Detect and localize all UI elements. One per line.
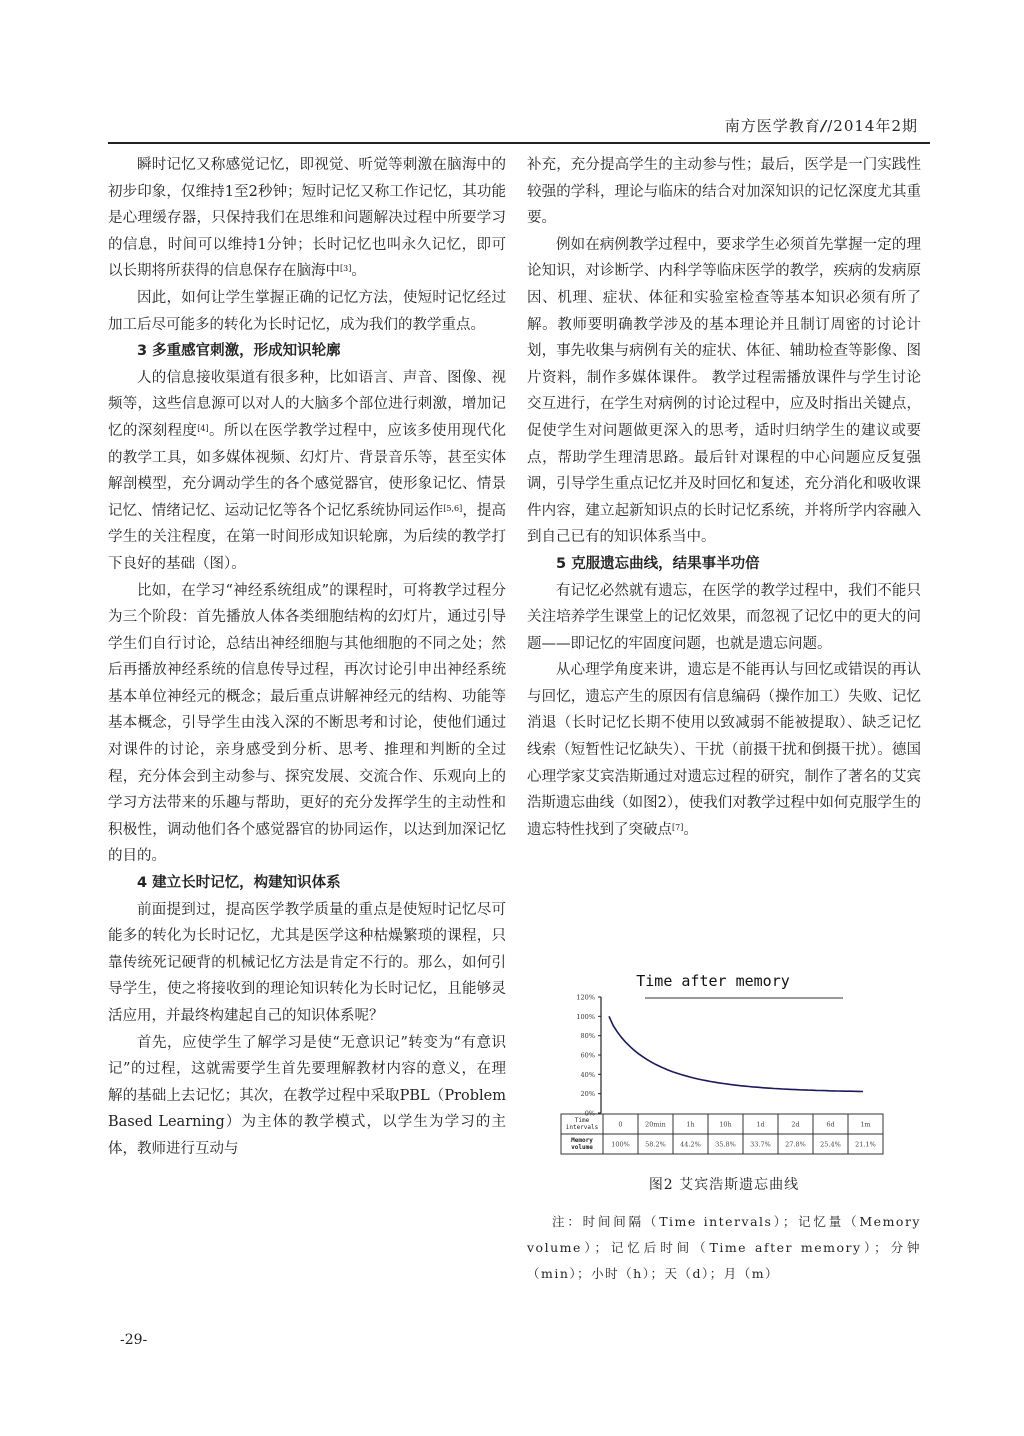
forgetting-curve-figure xyxy=(553,962,885,1158)
time-interval-cell: 0 xyxy=(618,1120,623,1129)
memory-volume-cell: 44.2% xyxy=(680,1140,701,1149)
paragraph: 从心理学角度来讲，遗忘是不能再认与回忆或错误的再认与回忆，遗忘产生的原因有信息编码（操作加工）失败、记忆消退（长时记忆长期不使用以致减弱不能被提取）、缺乏记忆线索（短暂性记忆缺失）、干扰（前摄干扰和倒摄干扰）。德国心理学家艾宾浩斯通过对遗忘过程的研究，制作了著名的艾宾浩斯遗忘曲线（如图2），使我们对教学过程中如何克服学生的遗忘特性找到了突破点[7]。 xyxy=(527,662,921,838)
y-tick-label: 100% xyxy=(576,1012,595,1021)
y-tick-label: 40% xyxy=(580,1070,595,1079)
y-tick-label: 0% xyxy=(584,1109,595,1118)
citation: [4] xyxy=(197,423,209,433)
journal-name: 南方医学教育 xyxy=(724,117,821,135)
section-heading-3: 3 多重感官刺激，形成知识轮廓 xyxy=(137,343,341,360)
table-row-header: volume xyxy=(571,1144,593,1151)
left-column xyxy=(108,152,506,1163)
paragraph: 首先，应使学生了解学习是使“无意识记”转变为“有意识记”的过程，这就需要学生首先要理解教材内容的意义，在理解的基础上去记忆；其次，在教学过程中采取PBL（Problem Based Learning）为主体的教学模式，以学生为学习的主体，教师进行互动与 xyxy=(108,1034,506,1157)
citation: [7] xyxy=(672,822,684,832)
y-tick-label: 60% xyxy=(580,1051,595,1060)
y-tick-label: 120% xyxy=(576,993,595,1002)
section-heading-4: 4 建立长时记忆，构建知识体系 xyxy=(137,875,341,892)
table-row-header: Time xyxy=(574,1117,590,1124)
figure-note: 注：时间间隔（Time intervals）；记忆量（Memory volume）；记忆后时间（Time after memory）；分钟（min）；小时（h）；天（d）；月（m） xyxy=(527,1214,921,1281)
paragraph: 补充，充分提高学生的主动参与性；最后，医学是一门实践性较强的学科，理论与临床的结合对加深知识的记忆深度尤其重要。 xyxy=(527,157,921,227)
time-interval-cell: 2d xyxy=(791,1120,800,1129)
figure-caption: 图2 艾宾浩斯遗忘曲线 xyxy=(648,1177,800,1193)
page-number: -29- xyxy=(120,1332,148,1348)
paragraph: 瞬时记忆又称感觉记忆，即视觉、听觉等刺激在脑海中的初步印象，仅维持1至2秒钟；短时记忆又称工作记忆，其功能是心理缓存器，只保持我们在思维和问题解决过程中所要学习的信息，时间可以维持1分钟；长时记忆也叫永久记忆，即可以长期将所获得的信息保存在脑海中[3]。 xyxy=(108,157,506,280)
memory-volume-cell: 25.4% xyxy=(820,1140,841,1149)
paragraph: 前面提到过，提高医学教学质量的重点是使短时记忆尽可能多的转化为长时记忆，尤其是医学这种枯燥繁琐的课程，只靠传统死记硬背的机械记忆方法是肯定不行的。那么，如何引导学生，使之将接收到的理论知识转化为长时记忆，且能够灵活应用，并最终构建起自己的知识体系呢？ xyxy=(108,901,506,1024)
time-interval-cell: 1h xyxy=(686,1120,695,1129)
paragraph: 有记忆必然就有遗忘，在医学的教学过程中，我们不能只关注培养学生课堂上的记忆效果，而忽视了记忆中的更大的问题——即记忆的牢固度问题，也就是遗忘问题。 xyxy=(527,582,921,652)
paragraph: 比如，在学习“神经系统组成”的课程时，可将教学过程分为三个阶段：首先播放人体各类细胞结构的幻灯片，通过引导学生们自行讨论，总结出神经细胞与其他细胞的不同之处；然后再播放神经系统的信息传导过程，再次讨论引申出神经系统基本单位神经元的概念；最后重点讲解神经元的结构、功能等基本概念，引导学生由浅入深的不断思考和讨论，使他们通过对课件的讨论，亲身感受到分析、思考、推理和判断的全过程，充分体会到主动参与、探究发展、交流合作、乐观向上的学习方法带来的乐趣与帮助，更好的充分发挥学生的主动性和积极性，调动他们各个感觉器官的协同运作，以达到加深记忆的目的。 xyxy=(108,582,506,865)
memory-volume-cell: 58.2% xyxy=(645,1140,666,1149)
time-interval-cell: 6d xyxy=(826,1120,835,1129)
memory-volume-cell: 100% xyxy=(611,1140,630,1149)
time-interval-cell: 10h xyxy=(719,1120,732,1129)
journal-issue: /2014年2期 xyxy=(827,117,918,135)
chart-title: Time after memory xyxy=(636,972,790,990)
memory-volume-cell: 33.7% xyxy=(750,1140,771,1149)
forgetting-curve-chart xyxy=(553,962,885,1158)
citation: [5,6] xyxy=(443,503,463,513)
right-column xyxy=(527,152,921,843)
paragraph: 因此，如何让学生掌握正确的记忆方法，使短时记忆经过加工后尽可能多的转化为长时记忆，成为我们的教学重点。 xyxy=(108,289,506,333)
memory-volume-cell: 27.8% xyxy=(785,1140,806,1149)
y-tick-label: 80% xyxy=(580,1032,595,1041)
citation: [3] xyxy=(340,264,352,274)
y-tick-label: 20% xyxy=(580,1090,595,1099)
section-heading-5: 5 克服遗忘曲线，结果事半功倍 xyxy=(556,555,760,572)
journal-header xyxy=(725,115,918,136)
table-row-header: intervals xyxy=(565,1124,599,1131)
header-slash: / xyxy=(820,117,828,135)
time-interval-cell: 1d xyxy=(756,1120,765,1129)
time-interval-cell: 20min xyxy=(645,1120,666,1129)
paragraph: 例如在病例教学过程中，要求学生必须首先掌握一定的理论知识，对诊断学、内科学等临床医学的教学，疾病的发病原因、机理、症状、体征和实验室检查等基本知识必须有所了解。教师要明确教学涉及的基本理论并且制订周密的讨论计划，事先收集与病例有关的症状、体征、辅助检查等影像、图片资料，制作多媒体课件。 教学过程需播放课件与学生讨论交互进行，在学生对病例的讨论过程中，应及时指出关键点，促使学生对问题做更深入的思考，适时归纳学生的建议或要点，帮助学生理清思路。最后针对课程的中心问题应反复强调，引导学生重点记忆并及时回忆和复述，充分消化和吸收课件内容，建立起新知识点的长时记忆系统，并将所学内容融入到自己已有的知识体系当中。 xyxy=(527,236,921,546)
header-rule xyxy=(108,142,930,144)
paragraph: 人的信息接收渠道有很多种，比如语言、声音、图像、视频等，这些信息源可以对人的大脑多个部位进行刺激，增加记忆的深刻程度[4]。所以在医学教学过程中，应该多使用现代化的教学工具，如多媒体视频、幻灯片、背景音乐等，甚至实体解剖模型，充分调动学生的各个感觉器官，使形象记忆、情景记忆、情绪记忆、运动记忆等各个记忆系统协同运作[5,6]，提高学生的关注程度，在第一时间形成知识轮廓，为后续的教学打下良好的基础（图）。 xyxy=(108,369,507,572)
memory-volume-cell: 21.1% xyxy=(855,1140,876,1149)
memory-volume-cell: 35.8% xyxy=(715,1140,736,1149)
forgetting-curve-line xyxy=(609,1016,863,1091)
time-interval-cell: 1m xyxy=(860,1120,871,1129)
table-row-header: Memory xyxy=(571,1137,593,1144)
